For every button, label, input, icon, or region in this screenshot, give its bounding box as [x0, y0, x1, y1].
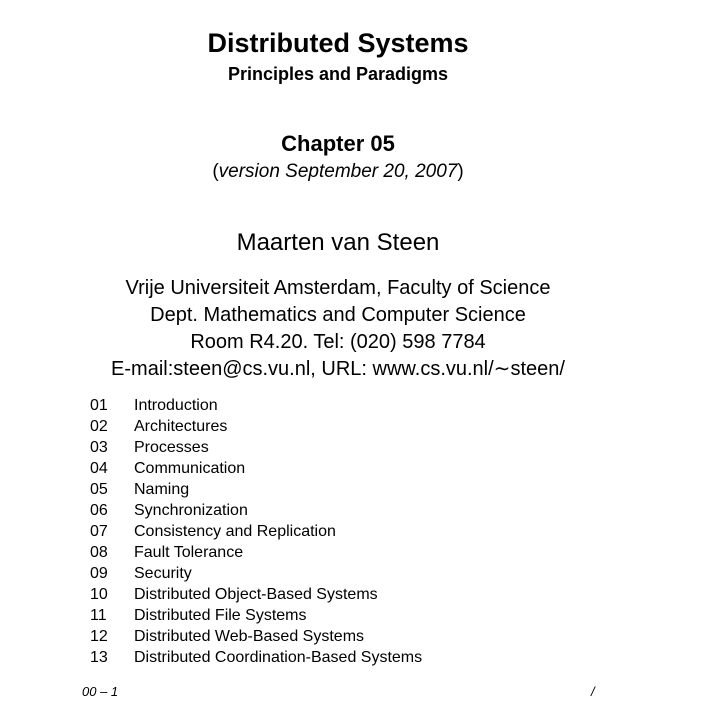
chapter-number: 07: [90, 523, 108, 540]
chapter-number: 13: [90, 649, 108, 666]
footer-slash: /: [591, 684, 595, 699]
chapter-item: [90, 437, 422, 458]
chapter-item: [90, 584, 422, 605]
chapter-number: 02: [90, 418, 108, 435]
chapter-item: [90, 500, 422, 521]
document-title: Distributed Systems: [207, 28, 469, 58]
chapter-item: [90, 416, 422, 437]
chapter-title: Naming: [134, 481, 190, 498]
chapter-number: 08: [90, 544, 108, 561]
chapter-number: 09: [90, 565, 108, 582]
chapter-item: [90, 542, 422, 563]
chapter-number: 06: [90, 502, 108, 519]
chapter-title: Distributed File Systems: [134, 607, 307, 624]
chapter-list: [90, 395, 422, 668]
author-name: Maarten van Steen: [236, 229, 440, 256]
chapter-item: [90, 647, 422, 668]
version-line: [0, 159, 676, 185]
chapter-title: Processes: [134, 439, 209, 456]
affiliation-block: [0, 275, 676, 383]
chapter-heading: Chapter 05: [281, 131, 395, 156]
affiliation-email-url: E-mail:steen@cs.vu.nl, URL: www.cs.vu.nl/∼steen/: [111, 358, 565, 380]
chapter-item: [90, 395, 422, 416]
chapter-title: Consistency and Replication: [134, 523, 336, 540]
chapter-title: Fault Tolerance: [134, 544, 244, 561]
version-close-paren: ): [457, 161, 464, 182]
document-subtitle: Principles and Paradigms: [227, 64, 449, 84]
chapter-item: [90, 458, 422, 479]
chapter-title: Communication: [134, 460, 246, 477]
chapter-number: 04: [90, 460, 108, 477]
chapter-item: [90, 479, 422, 500]
chapter-item: [90, 605, 422, 626]
chapter-number: 01: [90, 397, 108, 414]
chapter-title: Architectures: [134, 418, 228, 435]
chapter-number: 12: [90, 628, 108, 645]
version-text: version September 20, 2007: [218, 161, 458, 182]
chapter-title: Security: [134, 565, 192, 582]
chapter-number: 11: [90, 607, 107, 624]
chapter-title: Distributed Web-Based Systems: [134, 628, 365, 645]
chapter-number: 03: [90, 439, 108, 456]
affiliation-department: Dept. Mathematics and Computer Science: [150, 304, 526, 326]
version-open-paren: (: [212, 161, 219, 182]
chapter-title: Synchronization: [134, 502, 248, 519]
chapter-title: Distributed Coordination-Based Systems: [134, 649, 423, 666]
page-number: 00 – 1: [82, 684, 119, 699]
chapter-title: Distributed Object-Based Systems: [134, 586, 378, 603]
chapter-number: 10: [90, 586, 108, 603]
chapter-item: [90, 521, 422, 542]
chapter-number: 05: [90, 481, 108, 498]
chapter-title: Introduction: [134, 397, 218, 414]
affiliation-university: Vrije Universiteit Amsterdam, Faculty of Science: [125, 277, 551, 299]
chapter-item: [90, 563, 422, 584]
chapter-item: [90, 626, 422, 647]
affiliation-room-phone: Room R4.20. Tel: (020) 598 7784: [190, 331, 486, 353]
